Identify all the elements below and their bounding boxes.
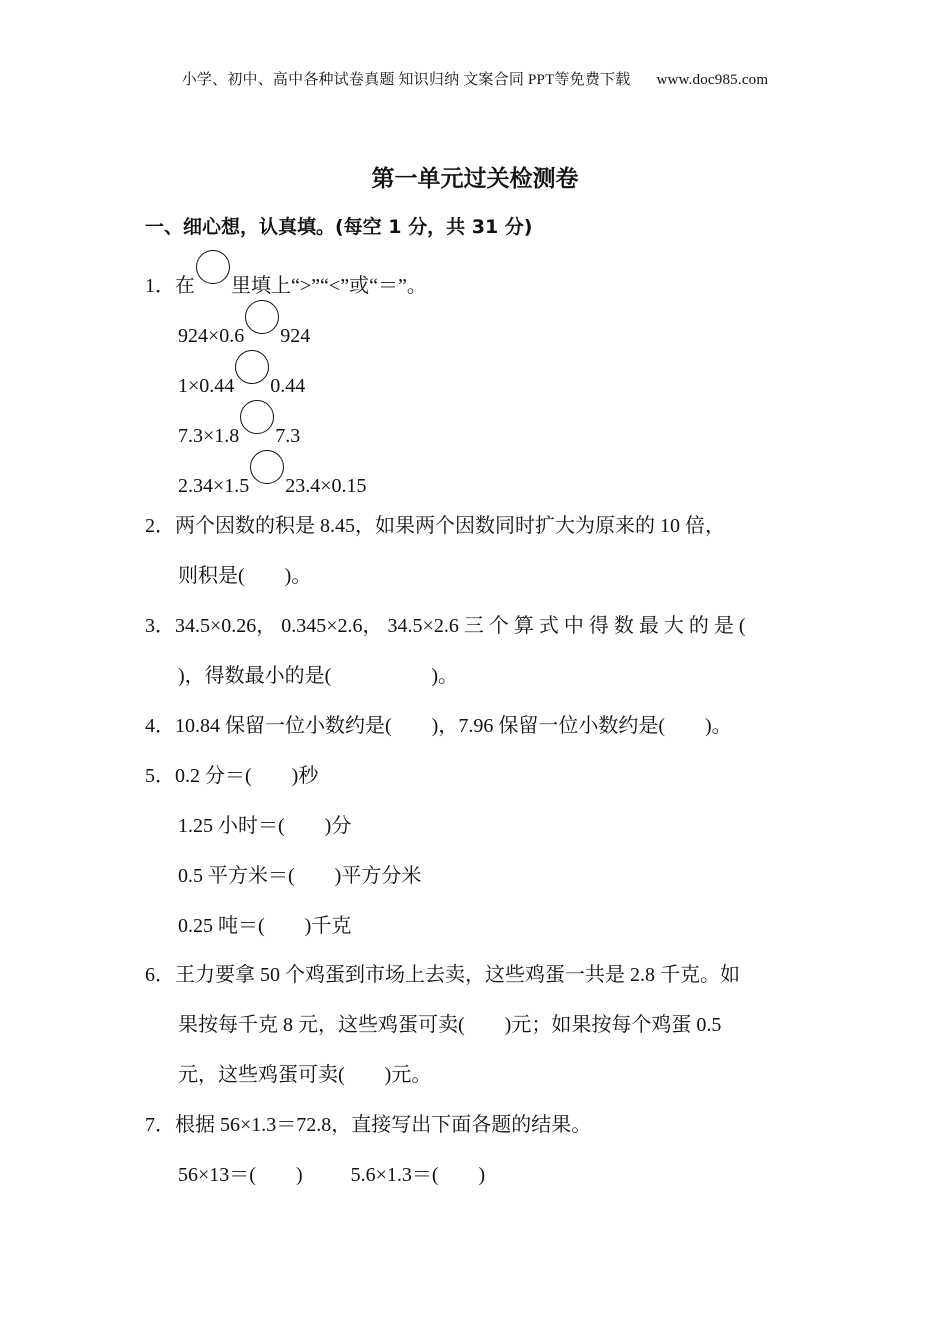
question-3-line-2: )，得数最小的是( )。 <box>178 665 458 687</box>
question-number: 4． <box>145 715 175 737</box>
compare-left: 924×0.6 <box>178 325 245 347</box>
answer-circle[interactable] <box>240 400 274 434</box>
conversion-item: 1.25 小时＝( )分 <box>178 815 352 837</box>
answer-circle[interactable] <box>250 450 284 484</box>
question-number: 1． <box>145 275 175 297</box>
compare-item <box>178 312 310 350</box>
question-number: 2． <box>145 515 175 537</box>
page-header <box>0 68 950 89</box>
question-2 <box>145 512 725 540</box>
compare-right: 23.4×0.15 <box>285 475 367 497</box>
page-title: 第一单元过关检测卷 <box>371 166 579 192</box>
question-6-line-2: 果按每千克 8 元，这些鸡蛋可卖( )元；如果按每个鸡蛋 0.5 <box>178 1014 722 1036</box>
compare-left: 1×0.44 <box>178 375 235 397</box>
question-number: 5． <box>145 765 175 787</box>
question-text: 根据 56×1.3＝72.8，直接写出下面各题的结果。 <box>175 1114 592 1136</box>
conversion-item: 0.2 分＝( )秒 <box>175 765 319 787</box>
question-2-line-2: 则积是( )。 <box>178 565 312 587</box>
question-text: 在 <box>175 275 195 297</box>
compare-item <box>178 412 300 450</box>
question-5 <box>145 762 318 790</box>
question-7 <box>145 1111 591 1139</box>
question-number: 7． <box>145 1114 175 1136</box>
question-text: 34.5×0.26， 0.345×2.6， 34.5×2.6 三 个 算 式 中 得 数 最 大 的 是 ( <box>175 615 746 637</box>
question-1 <box>145 262 427 300</box>
compare-left: 2.34×1.5 <box>178 475 250 497</box>
header-text: 小学、初中、高中各种试卷真题 知识归纳 文案合同 PPT等免费下载 <box>181 72 631 88</box>
compare-left: 7.3×1.8 <box>178 425 240 447</box>
question-7-answers <box>178 1161 485 1189</box>
question-text: 两个因数的积是 8.45，如果两个因数同时扩大为原来的 10 倍， <box>175 515 725 537</box>
question-text: 里填上“>”“<”或“＝”。 <box>231 275 427 297</box>
question-6 <box>145 961 740 989</box>
question-3 <box>145 612 746 640</box>
section-heading: 一、细心想，认真填。(每空 1 分，共 31 分) <box>145 216 533 238</box>
answer-circle[interactable] <box>235 350 269 384</box>
calc-item-a: 56×13＝( ) <box>178 1164 303 1186</box>
calc-item-b: 5.6×1.3＝( ) <box>350 1164 486 1186</box>
compare-right: 924 <box>280 325 311 347</box>
question-4 <box>145 712 732 740</box>
answer-circle[interactable] <box>245 300 279 334</box>
compare-right: 0.44 <box>270 375 306 397</box>
header-site: www.doc985.com <box>656 72 769 88</box>
question-6-line-3: 元，这些鸡蛋可卖( )元。 <box>178 1064 432 1086</box>
question-number: 3． <box>145 615 175 637</box>
compare-item <box>178 462 367 500</box>
question-number: 6． <box>145 964 175 986</box>
compare-item <box>178 362 305 400</box>
conversion-item: 0.25 吨＝( )千克 <box>178 915 352 937</box>
question-text: 王力要拿 50 个鸡蛋到市场上去卖，这些鸡蛋一共是 2.8 千克。如 <box>175 964 740 986</box>
answer-circle[interactable] <box>196 250 230 284</box>
question-text: 10.84 保留一位小数约是( )，7.96 保留一位小数约是( )。 <box>175 715 732 737</box>
conversion-item: 0.5 平方米＝( )平方分米 <box>178 865 422 887</box>
compare-right: 7.3 <box>275 425 301 447</box>
